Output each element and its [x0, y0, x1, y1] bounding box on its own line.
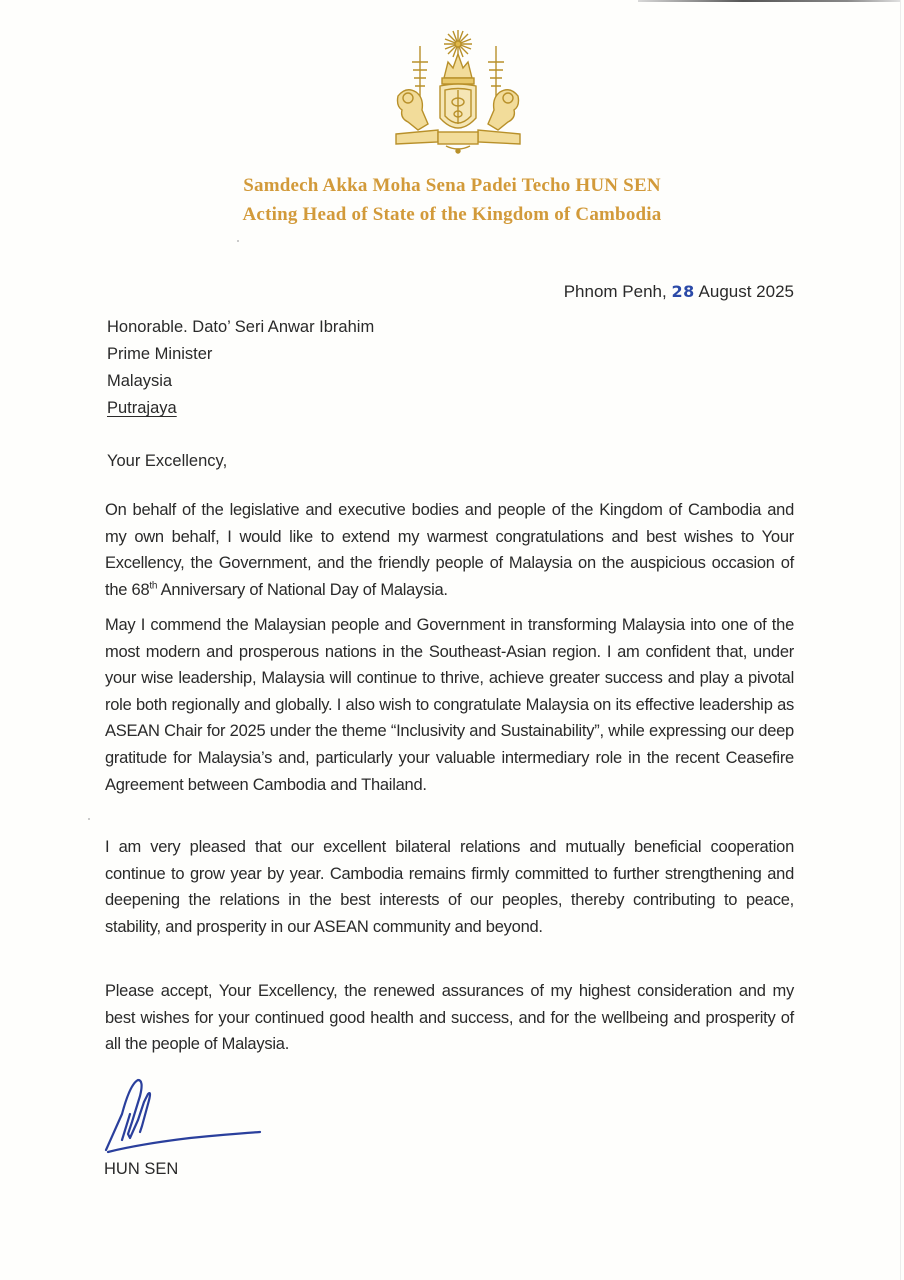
body-paragraph-4: Please accept, Your Excellency, the renewed assurances of my highest consideration and my best wishes for your continued good health and success, and for the wellbeing and prosperity of all the people of Malaysia.	[105, 982, 794, 1054]
date-month-year: August 2025	[698, 282, 794, 301]
recipient-city: Putrajaya	[107, 399, 177, 417]
signature-icon	[100, 1074, 270, 1160]
recipient-title: Prime Minister	[107, 345, 213, 363]
letterhead-sender-name: Samdech Akka Moha Sena Padei Techo HUN SEN	[243, 175, 661, 196]
scan-speck	[88, 818, 90, 820]
paragraph-1-text: On behalf of the legislative and executive bodies and people of the Kingdom of Cambodia and my own behalf, I would like to extend my warmest congratulations and best wishes to Your Excellency, the Government, and the friendly people of Malaysia on the auspicious occasion of the 68	[105, 501, 794, 599]
page-edge-shadow	[638, 0, 900, 2]
date-day-handwritten: 28	[671, 282, 695, 301]
body-paragraph-2: May I commend the Malaysian people and Government in transforming Malaysia into one of the most modern and prosperous nations in the Southeast-Asian region. I am confident that, under your wise leadership, Malaysia will continue to thrive, achieve greater success and play a pivotal role both regionally and globally. I also wish to congratulate Malaysia on its effective leadership as ASEAN Chair for 2025 under the theme “Inclusivity and Sustainability”, while expressing our deep gratitude for Malaysia’s and, particularly your valuable intermediary role in the recent Ceasefire Agreement between Cambodia and Thailand.	[105, 616, 794, 794]
ordinal-suffix: th	[149, 580, 158, 592]
recipient-country: Malaysia	[107, 372, 173, 390]
date-place: Phnom Penh,	[563, 282, 667, 301]
recipient-name: Honorable. Dato’ Seri Anwar Ibrahim	[107, 318, 375, 336]
signer-name: HUN SEN	[104, 1160, 179, 1178]
letterhead-sender-title: Acting Head of State of the Kingdom of Cambodia	[242, 204, 662, 225]
body-paragraph-1	[105, 497, 794, 603]
salutation: Your Excellency,	[107, 452, 228, 470]
paragraph-1-text-end: Anniversary of National Day of Malaysia.	[157, 580, 448, 599]
scan-speck	[237, 240, 239, 242]
body-paragraph-3: I am very pleased that our excellent bilateral relations and mutually beneficial cooperation continue to grow year by year. Cambodia remains firmly committed to further strengthening and deepening the relations in the best interests of our peoples, thereby contributing to peace, stability, and prosperity in our ASEAN community and beyond.	[105, 838, 794, 936]
letter-date	[564, 282, 794, 302]
royal-arms-icon	[388, 26, 528, 160]
